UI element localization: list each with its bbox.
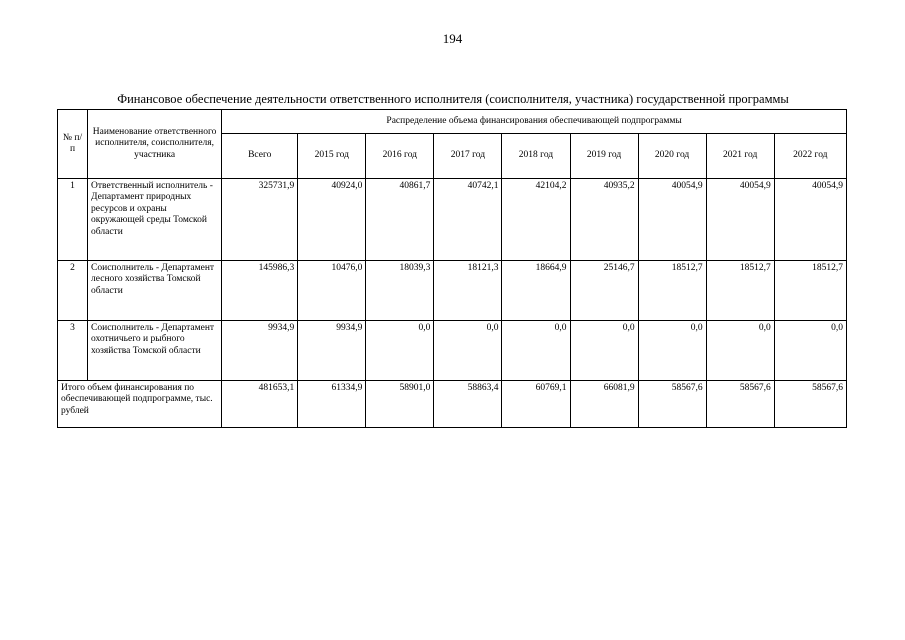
header-col-2022: 2022 год — [774, 134, 846, 179]
total-cell-2015: 61334,9 — [298, 381, 366, 428]
header-col-2020: 2020 год — [638, 134, 706, 179]
financing-table — [57, 109, 847, 428]
total-label: Итого объем финансирования по обеспечивающей подпрограмме, тыс. рублей — [58, 381, 222, 428]
cell-2015: 10476,0 — [298, 261, 366, 321]
row-name: Соисполнитель - Департамент лесного хозяйства Томской области — [88, 261, 222, 321]
total-cell-2016: 58901,0 — [366, 381, 434, 428]
header-col-2015: 2015 год — [298, 134, 366, 179]
row-name: Ответственный исполнитель - Департамент природных ресурсов и охраны окружающей среды Томской области — [88, 179, 222, 261]
header-row-top — [58, 110, 847, 134]
row-name: Соисполнитель - Департамент охотничьего и рыбного хозяйства Томской области — [88, 321, 222, 381]
cell-2022: 0,0 — [774, 321, 846, 381]
cell-2017: 18121,3 — [434, 261, 502, 321]
header-distribution: Распределение объема финансирования обеспечивающей подпрограммы — [222, 110, 847, 134]
total-cell-2020: 58567,6 — [638, 381, 706, 428]
header-num: № п/п — [58, 110, 88, 179]
cell-2015: 40924,0 — [298, 179, 366, 261]
table-row — [58, 321, 847, 381]
cell-2020: 18512,7 — [638, 261, 706, 321]
row-num: 2 — [58, 261, 88, 321]
cell-2021: 0,0 — [706, 321, 774, 381]
header-col-2018: 2018 год — [502, 134, 570, 179]
cell-2015: 9934,9 — [298, 321, 366, 381]
cell-2018: 0,0 — [502, 321, 570, 381]
header-col-total: Всего — [222, 134, 298, 179]
table-row — [58, 261, 847, 321]
total-cell-2022: 58567,6 — [774, 381, 846, 428]
cell-2018: 18664,9 — [502, 261, 570, 321]
cell-2021: 18512,7 — [706, 261, 774, 321]
header-col-2021: 2021 год — [706, 134, 774, 179]
page-number: 194 — [442, 31, 463, 46]
header-col-2019: 2019 год — [570, 134, 638, 179]
cell-2016: 40861,7 — [366, 179, 434, 261]
header-name: Наименование ответственного исполнителя, соисполнителя, участника — [88, 110, 222, 179]
cell-2016: 0,0 — [366, 321, 434, 381]
total-cell-total: 481653,1 — [222, 381, 298, 428]
header-col-2017: 2017 год — [434, 134, 502, 179]
cell-2020: 40054,9 — [638, 179, 706, 261]
cell-total: 145986,3 — [222, 261, 298, 321]
total-cell-2019: 66081,9 — [570, 381, 638, 428]
cell-total: 325731,9 — [222, 179, 298, 261]
total-cell-2021: 58567,6 — [706, 381, 774, 428]
cell-2016: 18039,3 — [366, 261, 434, 321]
cell-2020: 0,0 — [638, 321, 706, 381]
cell-2018: 42104,2 — [502, 179, 570, 261]
cell-2021: 40054,9 — [706, 179, 774, 261]
cell-2022: 40054,9 — [774, 179, 846, 261]
cell-2022: 18512,7 — [774, 261, 846, 321]
cell-2019: 0,0 — [570, 321, 638, 381]
cell-2017: 40742,1 — [434, 179, 502, 261]
header-col-2016: 2016 год — [366, 134, 434, 179]
cell-2019: 40935,2 — [570, 179, 638, 261]
document-title: Финансовое обеспечение деятельности ответственного исполнителя (соисполнителя, участника) государственной программы — [117, 92, 789, 106]
row-num: 3 — [58, 321, 88, 381]
total-row — [58, 381, 847, 428]
row-num: 1 — [58, 179, 88, 261]
table-row — [58, 179, 847, 261]
cell-total: 9934,9 — [222, 321, 298, 381]
cell-2019: 25146,7 — [570, 261, 638, 321]
total-cell-2017: 58863,4 — [434, 381, 502, 428]
total-cell-2018: 60769,1 — [502, 381, 570, 428]
cell-2017: 0,0 — [434, 321, 502, 381]
